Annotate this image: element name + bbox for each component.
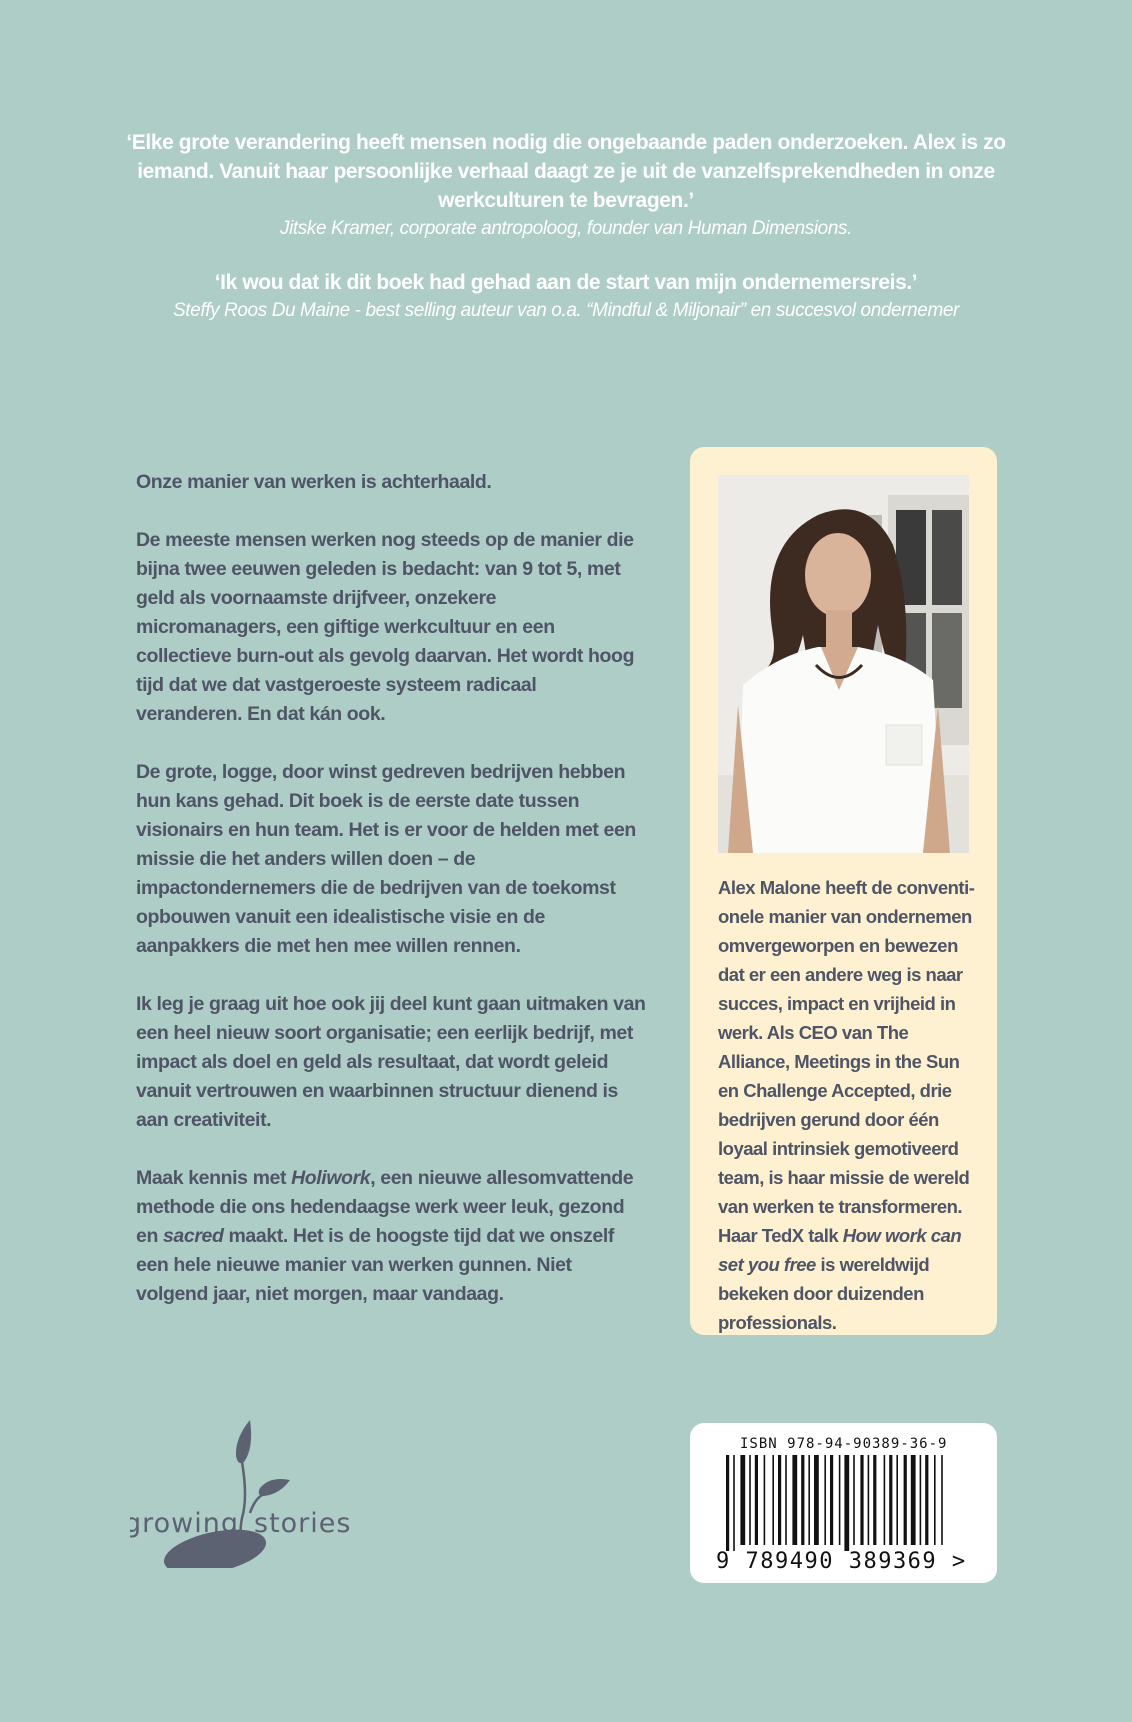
bio-text: Alex Malone heeft de conventionele manier van ondernemen omvergeworpen en bewezen dat er een andere weg is naar succes, impact en vrijheid in werk. Als CEO van The Alliance, Meetings in the Sun en Challenge Accepted, drie bedrijven gerund door één loyaal intrinsiek gemotiveerd team, is haar missie de wereld van werken te transformeren. Haar TedX talk <box>718 877 975 1246</box>
isbn-label: ISBN 978-94-90389-36-9 <box>740 1436 948 1452</box>
blurb-emphasis: sacred <box>162 1225 224 1247</box>
publisher-logo <box>130 1418 370 1568</box>
blurb <box>136 468 646 1338</box>
author-bio <box>718 873 978 1337</box>
endorsement-quote <box>120 128 1012 242</box>
bio-talk-title: How work can set you free <box>718 1225 962 1275</box>
blurb-text: Maak kennis met <box>136 1167 292 1189</box>
logo-text-right: stories <box>254 1508 352 1539</box>
leaf-icon <box>236 1420 251 1463</box>
author-bio-card <box>690 447 997 1335</box>
blurb-paragraph: De meeste mensen werken nog steeds op de manier die bijna twee eeuwen geleden is bedacht: van 9 tot 5, met geld als voornaamste drijfveer, onzekere micromanagers, een giftige werkcultuur en een collectieve burn-out als gevolg daarvan. Het wordt hoog tijd dat we dat vastgeroeste systeem radicaal veranderen. En dat kán ook. <box>136 529 635 725</box>
blurb-paragraph: Onze manier van werken is achterhaald. <box>136 471 492 493</box>
endorsement-quotes <box>120 128 1012 324</box>
author-photo <box>718 475 969 853</box>
quote-author: Steffy Roos Du Maine - best selling auteur van o.a. “Mindful & Miljonair” en succesvol ondernemer <box>173 300 959 321</box>
endorsement-quote <box>120 268 1012 324</box>
blurb-text: maakt. Het is de hoogste tijd dat we onszelf een hele nieuwe manier van werken gunnen. Niet volgend jaar, niet morgen, maar vandaag. <box>136 1225 614 1305</box>
barcode-icon <box>718 1455 958 1555</box>
isbn-barcode <box>690 1423 997 1583</box>
blurb-text: , een nieuwe allesomvattende methode die ons hedendaagse werk weer leuk, gezond en <box>136 1167 634 1247</box>
blurb-paragraph <box>136 1164 646 1309</box>
quote-text: ‘Elke grote verandering heeft mensen nodig die ongebaande paden onderzoeken. Alex is zo iemand. Vanuit haar persoonlijke verhaal daagt ze je uit de vanzelfsprekendheden in onze werkculturen te bevragen.’ <box>126 131 1006 212</box>
barcode-digits: 9 789490 389369 > <box>716 1549 967 1574</box>
quote-author: Jitske Kramer, corporate antropoloog, founder van Human Dimensions. <box>279 218 852 239</box>
blurb-paragraph: Ik leg je graag uit hoe ook jij deel kunt gaan uitmaken van een heel nieuw soort organisatie; een eerlijk bedrijf, met impact als doel en geld als resultaat, dat wordt geleid vanuit vertrouwen en waarbinnen structuur dienend is aan creativiteit. <box>136 993 646 1131</box>
quote-text: ‘Ik wou dat ik dit boek had gehad aan de start van mijn ondernemersreis.’ <box>214 271 918 294</box>
bio-text: is wereldwijd bekeken door duizenden professionals. <box>718 1254 930 1333</box>
blurb-paragraph: De grote, logge, door winst gedreven bedrijven hebben hun kans gehad. Dit boek is de eerste date tussen visionairs en hun team. Het is er voor de helden met een missie die het anders willen doen – de impactondernemers die de bedrijven van de toekomst opbouwen vanuit een idealistische visie en de aanpakkers die met hen mee willen rennen. <box>136 761 636 957</box>
blurb-emphasis: Holiwork <box>291 1167 371 1189</box>
logo-text-left: growing <box>130 1508 239 1539</box>
